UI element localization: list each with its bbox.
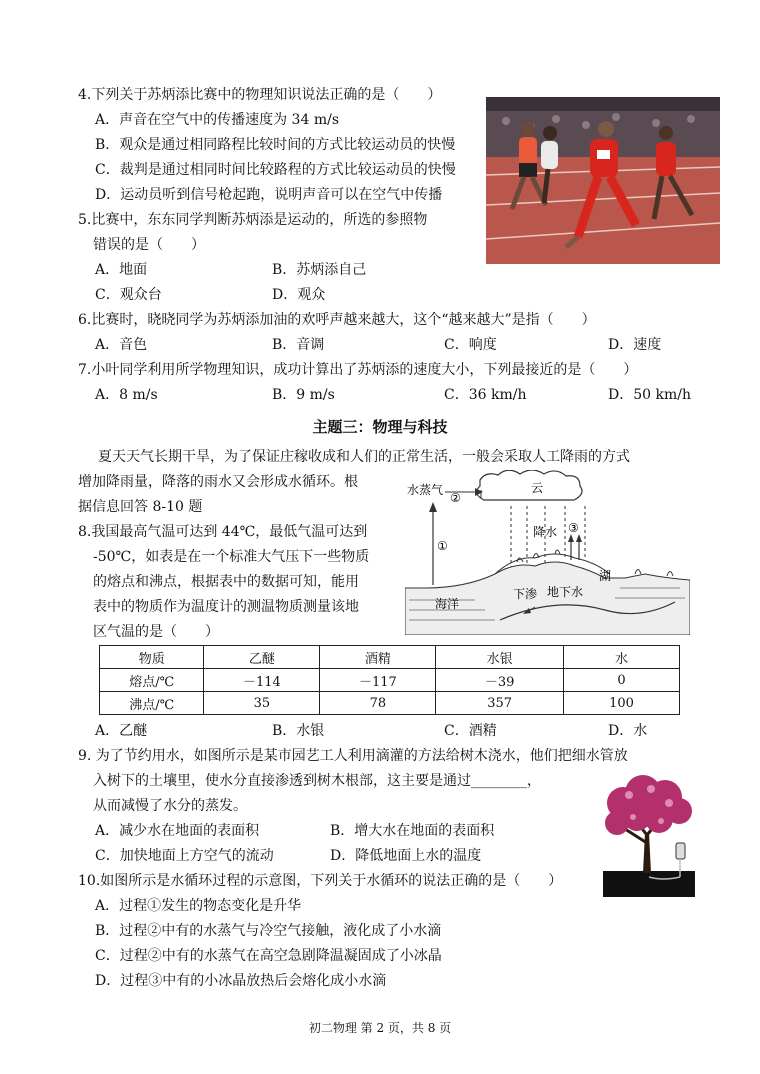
q9-option-d: D．降低地面上水的温度 bbox=[330, 848, 482, 864]
label-n2: ② bbox=[450, 491, 461, 505]
drip-irrigation-tree-picture bbox=[603, 773, 695, 897]
q8-stem-line2: -50℃，如表是在一个标准大气压下一些物质 bbox=[93, 549, 370, 565]
q7-option-a: A．8 m/s bbox=[95, 387, 158, 403]
label-cloud: 云 bbox=[531, 481, 544, 495]
q6-option-a: A．音色 bbox=[95, 337, 148, 353]
water-cycle-diagram bbox=[405, 470, 690, 635]
label-n3: ③ bbox=[568, 521, 579, 535]
page-footer: 初二物理 第 2 页，共 8 页 bbox=[308, 1021, 452, 1035]
intro-line1: 夏天天气长期干旱，为了保证庄稼收成和人们的正常生活，一般会采取人工降雨的方式 bbox=[98, 449, 630, 465]
q4-stem: 4.下列关于苏炳添比赛中的物理知识说法正确的是（ ） bbox=[78, 87, 442, 103]
q8-option-a: A．乙醚 bbox=[95, 723, 148, 739]
q4-option-c: C．裁判是通过相同时间比较路程的方式比较运动员的快慢 bbox=[95, 162, 456, 178]
q10-stem: 10.如图所示是水循环过程的示意图，下列关于水循环的说法正确的是（ ） bbox=[78, 873, 563, 889]
q9-stem-line2: 入树下的土壤里，使水分直接渗透到树木根部，这主要是通过________， bbox=[93, 773, 541, 789]
label-groundwater: 地下水 bbox=[547, 585, 584, 599]
q4-option-a: A．声音在空气中的传播速度为 34 m/s bbox=[95, 112, 340, 128]
q9-option-a: A．减少水在地面的表面积 bbox=[95, 823, 260, 839]
q8-option-c: C．酒精 bbox=[444, 723, 497, 739]
sprint-race-photo bbox=[486, 97, 720, 264]
q8-option-d: D．水 bbox=[608, 723, 648, 739]
intro-line2: 增加降雨量，降落的雨水又会形成水循环。根 bbox=[78, 474, 358, 490]
table-header-cell: 乙醚 bbox=[204, 646, 320, 669]
q6-option-c: C．响度 bbox=[444, 337, 497, 353]
label-ocean: 海洋 bbox=[435, 597, 460, 611]
q5-option-c: C．观众台 bbox=[95, 287, 162, 303]
q7-option-d: D．50 km/h bbox=[608, 387, 691, 403]
q8-stem-line3: 的熔点和沸点，根据表中的数据可知，能用 bbox=[93, 574, 359, 590]
table-cell: －39 bbox=[436, 669, 564, 692]
q4-option-b: B．观众是通过相同路程比较时间的方式比较运动员的快慢 bbox=[95, 137, 456, 153]
table-cell: 沸点/℃ bbox=[100, 692, 204, 715]
q5-option-d: D．观众 bbox=[272, 287, 326, 303]
q6-option-b: B．音调 bbox=[272, 337, 325, 353]
q10-option-a: A．过程①发生的物态变化是升华 bbox=[95, 898, 302, 914]
intro-line3: 据信息回答 8-10 题 bbox=[78, 499, 203, 515]
q6-option-d: D．速度 bbox=[608, 337, 662, 353]
q10-option-c: C．过程②中有的水蒸气在高空急剧降温凝固成了小冰晶 bbox=[95, 948, 442, 964]
table-cell: 357 bbox=[436, 692, 564, 715]
table-cell: －114 bbox=[204, 669, 320, 692]
table-cell: 0 bbox=[563, 669, 679, 692]
q9-option-b: B．增大水在地面的表面积 bbox=[330, 823, 495, 839]
q7-option-b: B．9 m/s bbox=[272, 387, 335, 403]
q9-option-c: C．加快地面上方空气的流动 bbox=[95, 848, 274, 864]
q10-option-b: B．过程②中有的水蒸气与冷空气接触，液化成了小水滴 bbox=[95, 923, 442, 939]
label-seep: 下渗 bbox=[513, 587, 538, 601]
q8-stem-line4: 表中的物质作为温度计的测温物质测量该地 bbox=[93, 599, 359, 615]
q5-stem-line1: 5.比赛中，东东同学判断苏炳添是运动的，所选的参照物 bbox=[78, 212, 428, 228]
q5-option-b: B．苏炳添自己 bbox=[272, 262, 367, 278]
table-header-cell: 物质 bbox=[100, 646, 204, 669]
table-row bbox=[100, 692, 680, 715]
q8-stem-line1: 8.我国最高气温可达到 44℃，最低气温可达到 bbox=[78, 524, 368, 540]
table-cell: 100 bbox=[563, 692, 679, 715]
table-cell: 35 bbox=[204, 692, 320, 715]
table-header-cell: 水银 bbox=[436, 646, 564, 669]
label-rain: 降水 bbox=[533, 525, 558, 539]
melting-boiling-table bbox=[99, 645, 680, 715]
q4-option-d: D．运动员听到信号枪起跑，说明声音可以在空气中传播 bbox=[95, 187, 443, 203]
q8-option-b: B．水银 bbox=[272, 723, 325, 739]
label-lake: 湖 bbox=[599, 569, 612, 583]
q6-stem: 6.比赛时，晓晓同学为苏炳添加油的欢呼声越来越大，这个“越来越大”是指（ ） bbox=[78, 312, 596, 328]
q9-stem-line1: 9. 为了节约用水，如图所示是某市园艺工人利用滴灌的方法给树木浇水，他们把细水管放 bbox=[78, 748, 628, 764]
table-header-row bbox=[100, 646, 680, 669]
q5-option-a: A．地面 bbox=[95, 262, 148, 278]
q10-option-d: D．过程③中有的小冰晶放热后会熔化成小水滴 bbox=[95, 973, 387, 989]
table-header-cell: 酒精 bbox=[320, 646, 436, 669]
q5-stem-line2: 错误的是（ ） bbox=[93, 237, 205, 253]
table-cell: 78 bbox=[320, 692, 436, 715]
q9-stem-line3: 从而减慢了水分的蒸发。 bbox=[93, 798, 247, 814]
label-n1: ① bbox=[437, 539, 448, 553]
table-cell: －117 bbox=[320, 669, 436, 692]
q8-stem-line5: 区气温的是（ ） bbox=[93, 624, 219, 640]
table-header-cell: 水 bbox=[563, 646, 679, 669]
section-title: 主题三：物理与科技 bbox=[312, 418, 448, 436]
table-cell: 熔点/℃ bbox=[100, 669, 204, 692]
q7-stem: 7.小叶同学利用所学物理知识，成功计算出了苏炳添的速度大小，下列最接近的是（ ） bbox=[78, 362, 638, 378]
label-vapor: 水蒸气 bbox=[407, 483, 444, 497]
q7-option-c: C．36 km/h bbox=[444, 387, 527, 403]
table-row bbox=[100, 669, 680, 692]
